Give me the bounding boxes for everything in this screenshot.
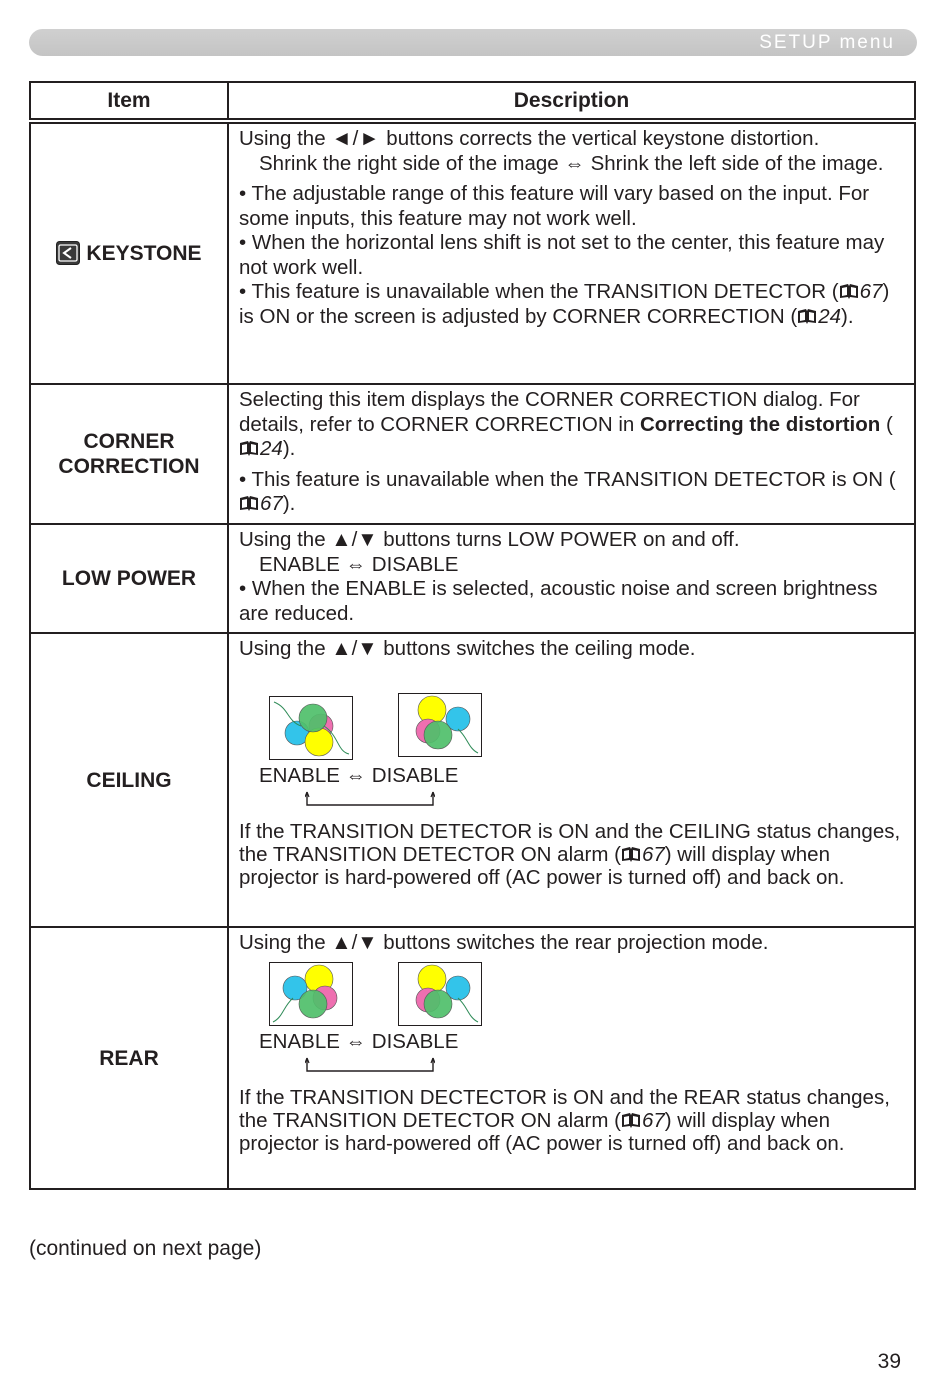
text: ) will display when projector is hard-powered off (AC power is turned off) and back on.: [239, 1109, 845, 1155]
table-row-corner-correction: [30, 384, 915, 524]
ceiling-disable-image: [398, 693, 482, 757]
text: Using the: [239, 127, 332, 150]
table-row-ceiling: [30, 633, 915, 927]
setup-menu-table: [29, 81, 916, 1190]
rear-disable-image: [398, 962, 482, 1026]
column-header-description: Description: [228, 82, 915, 121]
rear-enable-image: [269, 962, 353, 1026]
rear-figures: [239, 962, 908, 1026]
left-right-arrows: ◄/►: [331, 127, 381, 150]
toggle-bracket: [305, 1054, 435, 1076]
text: If the TRANSITION DETECTOR is ON and the CEILING status changes, the TRANSITION DETECTOR ON alarm (: [239, 820, 901, 866]
page-reference: 67: [641, 843, 665, 866]
text: Using the ▲/▼ buttons switches the rear projection mode.: [239, 931, 769, 954]
toggle-bracket: [305, 788, 435, 810]
bold-link-text: Correcting the distortion: [639, 412, 881, 436]
item-corner-correction: [30, 384, 228, 524]
text: ) will display when projector is hard-powered off (AC power is turned off) and back on.: [239, 843, 845, 889]
note-unavailable: [239, 280, 908, 329]
text: • This feature is unavailable when the TRANSITION DETECTOR is ON (: [239, 467, 896, 491]
page-number: 39: [877, 1350, 901, 1373]
text: • This feature is unavailable when the TRANSITION DETECTOR (: [239, 280, 839, 303]
item-keystone: [30, 121, 228, 384]
book-icon: [797, 308, 817, 325]
description-low-power: [228, 524, 915, 633]
section-label: SETUP menu: [759, 32, 895, 53]
item-low-power: LOW POWER: [30, 524, 228, 633]
rear-options: ENABLE ⇔ DISABLE: [259, 1029, 459, 1053]
page-reference: 24: [818, 304, 842, 328]
book-icon: [621, 846, 641, 863]
description-rear: [228, 927, 915, 1189]
book-icon: [239, 440, 259, 457]
description-ceiling: [228, 633, 915, 927]
text: If the TRANSITION DECTECTOR is ON and the REAR status changes, the TRANSITION DETECTOR ON alarm (: [239, 1086, 890, 1132]
note-low-power: • When the ENABLE is selected, acoustic noise and screen brightness are reduced.: [239, 577, 878, 625]
ceiling-options: ENABLE ⇔ DISABLE: [259, 763, 459, 787]
note-adjustable-range: • The adjustable range of this feature will vary based on the input. For some inputs, this feature may not work well.: [239, 182, 870, 230]
column-header-item: Item: [30, 82, 228, 121]
description-corner-correction: [228, 384, 915, 524]
table-header-row: [30, 82, 915, 121]
keystone-options: Shrink the right side of the image ⇔ Shrink the left side of the image.: [259, 151, 884, 175]
section-header-bar: [29, 29, 917, 56]
keystone-icon: [56, 241, 80, 265]
text: Selecting this item displays the CORNER CORRECTION dialog. For details, refer to CORNER CORRECTION in: [239, 388, 860, 436]
ceiling-figures: [239, 696, 908, 760]
book-icon: [239, 495, 259, 512]
text: Using the ▲/▼ buttons turns LOW POWER on and off.: [239, 528, 740, 551]
text: ).: [282, 437, 296, 460]
text: ) is ON or the screen is adjusted by CORNER CORRECTION (: [239, 280, 890, 328]
description-keystone: [228, 121, 915, 384]
table-row-rear: [30, 927, 915, 1189]
text: buttons corrects the vertical keystone distortion.: [380, 127, 820, 150]
item-ceiling: CEILING: [30, 633, 228, 927]
continued-note: (continued on next page): [29, 1237, 262, 1260]
text: (: [880, 412, 893, 436]
item-keystone-label: KEYSTONE: [86, 242, 202, 265]
ceiling-enable-image: [269, 696, 353, 760]
item-rear: REAR: [30, 927, 228, 1189]
text: Using the ▲/▼ buttons switches the ceiling mode.: [239, 637, 696, 660]
note-lens-shift: • When the horizontal lens shift is not set to the center, this feature may not work well.: [239, 231, 885, 279]
table-row-keystone: [30, 121, 915, 384]
item-label-line: CORRECTION: [58, 455, 200, 478]
page-reference: 24: [260, 437, 283, 460]
table-row-low-power: [30, 524, 915, 633]
book-icon: [839, 283, 859, 300]
text: ).: [282, 492, 296, 515]
book-icon: [621, 1112, 641, 1129]
page-reference: 67: [641, 1109, 665, 1132]
text: ).: [841, 304, 854, 328]
page-reference: 67: [260, 492, 283, 515]
item-label-line: CORNER: [83, 430, 175, 453]
low-power-options: ENABLE ⇔ DISABLE: [259, 552, 459, 576]
page-reference: 67: [859, 280, 883, 303]
